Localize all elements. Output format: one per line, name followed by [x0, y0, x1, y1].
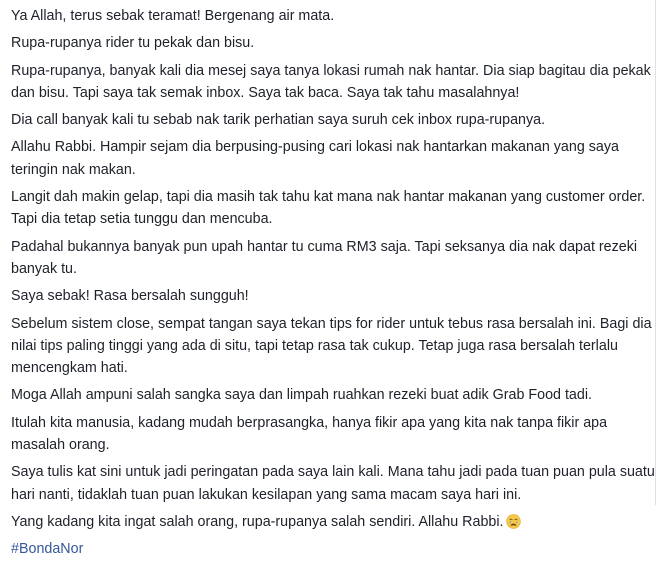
post-text-line: Dia call banyak kali tu sebab nak tarik perhatian saya suruh cek inbox rupa-rupanya. — [11, 112, 546, 129]
post-paragraph — [11, 313, 652, 380]
post-text-line: nilai tips paling tinggi yang ada di situ, tapi tetap rasa tak cukup. Tetap juga rasa bersalah terlalu — [11, 337, 618, 354]
post-paragraph — [11, 32, 647, 54]
post-text-line: teringin nak makan. — [11, 161, 136, 178]
post-text-line: Saya sebak! Rasa bersalah sungguh! — [11, 288, 249, 305]
post-text-line: Rupa-rupanya, banyak kali dia mesej saya tanya lokasi rumah nak hantar. Dia siap bagitau dia pekak — [11, 62, 651, 79]
post-paragraph — [11, 461, 655, 506]
post-paragraph — [11, 236, 647, 281]
post-paragraphs — [11, 5, 655, 533]
post-last-line-text: Yang kadang kita ingat salah orang, rupa-rupanya salah sendiri. Allahu Rabbi. — [11, 513, 504, 530]
post-paragraph — [11, 136, 647, 181]
post-text-line: Tapi dia tetap setia tunggu dan mencuba. — [11, 211, 273, 228]
post-text-line: Rupa-rupanya rider tu pekak dan bisu. — [11, 35, 255, 52]
post-text-line: banyak tu. — [11, 260, 77, 277]
post-text-line: Itulah kita manusia, kadang mudah berprasangka, hanya fikir apa yang kita nak tanpa fikir apa — [11, 414, 608, 431]
post-text-line: masalah orang. — [11, 437, 110, 454]
post-paragraph — [11, 412, 647, 457]
post-text-line: Langit dah makin gelap, tapi dia masih tak tahu kat mana nak hantar makanan yang customer order. — [11, 189, 646, 206]
post-text-line: hari nanti, tidaklah tuan puan lakukan kesilapan yang sama macam saya hari ini. — [11, 486, 522, 503]
post-paragraph — [11, 285, 647, 307]
post-paragraph — [11, 5, 647, 27]
post-text-line: Allahu Rabbi. Hampir sejam dia berpusing-pusing cari lokasi nak hantarkan makanan yang saya — [11, 139, 619, 156]
post-text-line: dan bisu. Tapi saya tak semak inbox. Saya tak baca. Saya tak tahu masalahnya! — [11, 84, 520, 101]
hashtag-link[interactable]: #BondaNor — [11, 541, 84, 558]
post-text-line: Padahal bukannya banyak pun upah hantar tu cuma RM3 saja. Tapi seksanya dia nak dapat rezeki — [11, 238, 638, 255]
post-text-line: Moga Allah ampuni salah sangka saya dan limpah ruahkan rezeki buat adik Grab Food tadi. — [11, 387, 592, 404]
post-paragraph — [11, 384, 647, 406]
post-text-line: Ya Allah, terus sebak teramat! Bergenang air mata. — [11, 8, 335, 24]
post-paragraph — [11, 60, 651, 105]
post-text-line — [11, 511, 647, 533]
post-text-line: Sebelum sistem close, sempat tangan saya tekan tips for rider untuk tebus rasa bersalah ini. Bagi dia — [11, 315, 652, 332]
crying-face-emoji-icon — [506, 514, 521, 529]
post-text-line: Saya tulis kat sini untuk jadi peringatan pada saya lain kali. Mana tahu jadi pada tuan puan pula suatu — [11, 464, 655, 481]
post-text-line: mencengkam hati. — [11, 360, 128, 377]
post-paragraph — [11, 186, 647, 231]
post-paragraph-last — [11, 511, 647, 533]
post-paragraph — [11, 109, 647, 131]
